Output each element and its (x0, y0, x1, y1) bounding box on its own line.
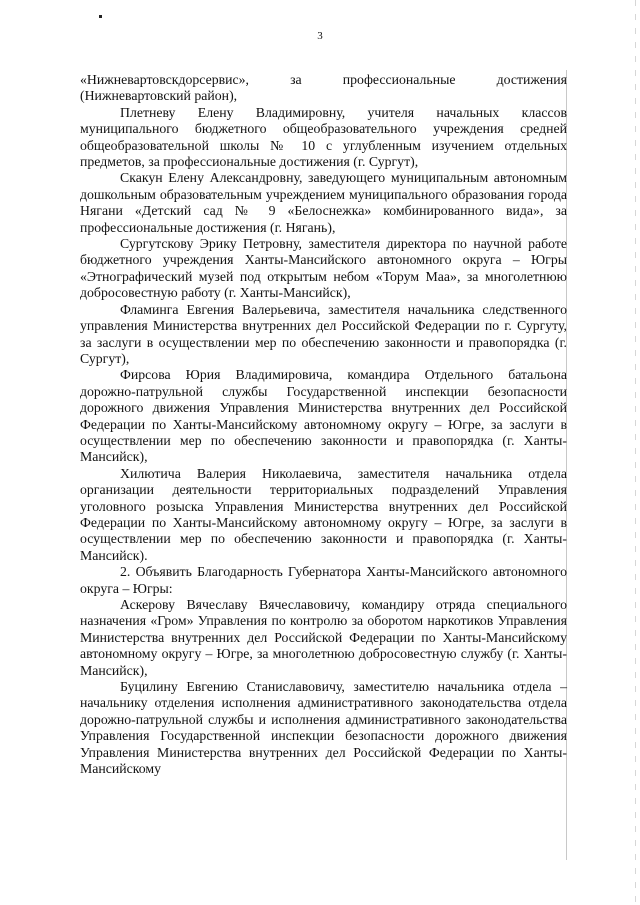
paragraph: Буцилину Евгению Станиславовичу, заместителю начальника отдела – начальнику отделения исполнения административного законодательства отдела дорожно-патрульной службы и исполнения административного законодательства Управления Государственной инспекции безопасности дорожного движения Управления Министерства внутренних дел Российской Федерации по Ханты-Мансийскому (80, 679, 567, 777)
paragraph: Фирсова Юрия Владимировича, командира Отдельного батальона дорожно-патрульной службы Государственной инспекции безопасности дорожного движения Управления Министерства внутренних дел Российской Федерации по Ханты-Мансийскому автономному округу – Югре, за заслуги в осуществлении мер по обеспечению законности и правопорядка (г. Ханты-Мансийск), (80, 367, 567, 465)
document-body (80, 72, 567, 777)
paragraph: Плетневу Елену Владимировну, учителя начальных классов муниципального бюджетного общеобразовательного учреждения средней общеобразовательной школы № 10 с углубленным изучением отдельных предметов, за профессиональные достижения (г. Сургут), (80, 104, 567, 170)
paragraph: Хилютича Валерия Николаевича, заместителя начальника отдела организации деятельности территориальных подразделений Управления уголовного розыска Управления Министерства внутренних дел Российской Федерации по Ханты-Мансийскому автономному округу – Югре, за заслуги в осуществлении мер по обеспечению законности и правопорядка (г. Ханты-Мансийск). (80, 465, 567, 563)
page-number: 3 (317, 30, 323, 42)
scan-mark (99, 15, 102, 18)
paragraph: 2. Объявить Благодарность Губернатора Ханты-Мансийского автономного округа – Югры: (80, 564, 567, 596)
paragraph: Фламинга Евгения Валерьевича, заместителя начальника следственного управления Министерства внутренних дел Российской Федерации по г. Сургуту, за заслуги в осуществлении мер по обеспечению законности и правопорядка (г. Сургут), (80, 301, 567, 366)
paragraph: Аскерову Вячеславу Вячеславовичу, командиру отряда специального назначения «Гром» Управления по контролю за оборотом наркотиков Управления Министерства внутренних дел Российской Федерации по Ханты-Мансийскому автономному округу – Югре, за многолетнюю добросовестную службу (г. Ханты-Мансийск), (80, 597, 567, 678)
paragraph: Скакун Елену Александровну, заведующего муниципальным автономным дошкольным образовательным учреждением муниципального образования города Нягани «Детский сад № 9 «Белоснежка» комбинированного вида», за профессиональные достижения (г. Нягань), (80, 170, 567, 235)
scan-edge-dashes (635, 0, 636, 905)
paragraph: Сургутскову Эрику Петровну, заместителя директора по научной работе бюджетного учреждения Ханты-Мансийского автономного округа – Югры «Этнографический музей под открытым небом «Торум Маа», за многолетнюю добросовестную работу (г. Ханты-Мансийск), (80, 236, 567, 301)
paragraph: «Нижневартовскдорсервис», за профессиональные достижения (Нижневартовский район), (80, 72, 567, 104)
